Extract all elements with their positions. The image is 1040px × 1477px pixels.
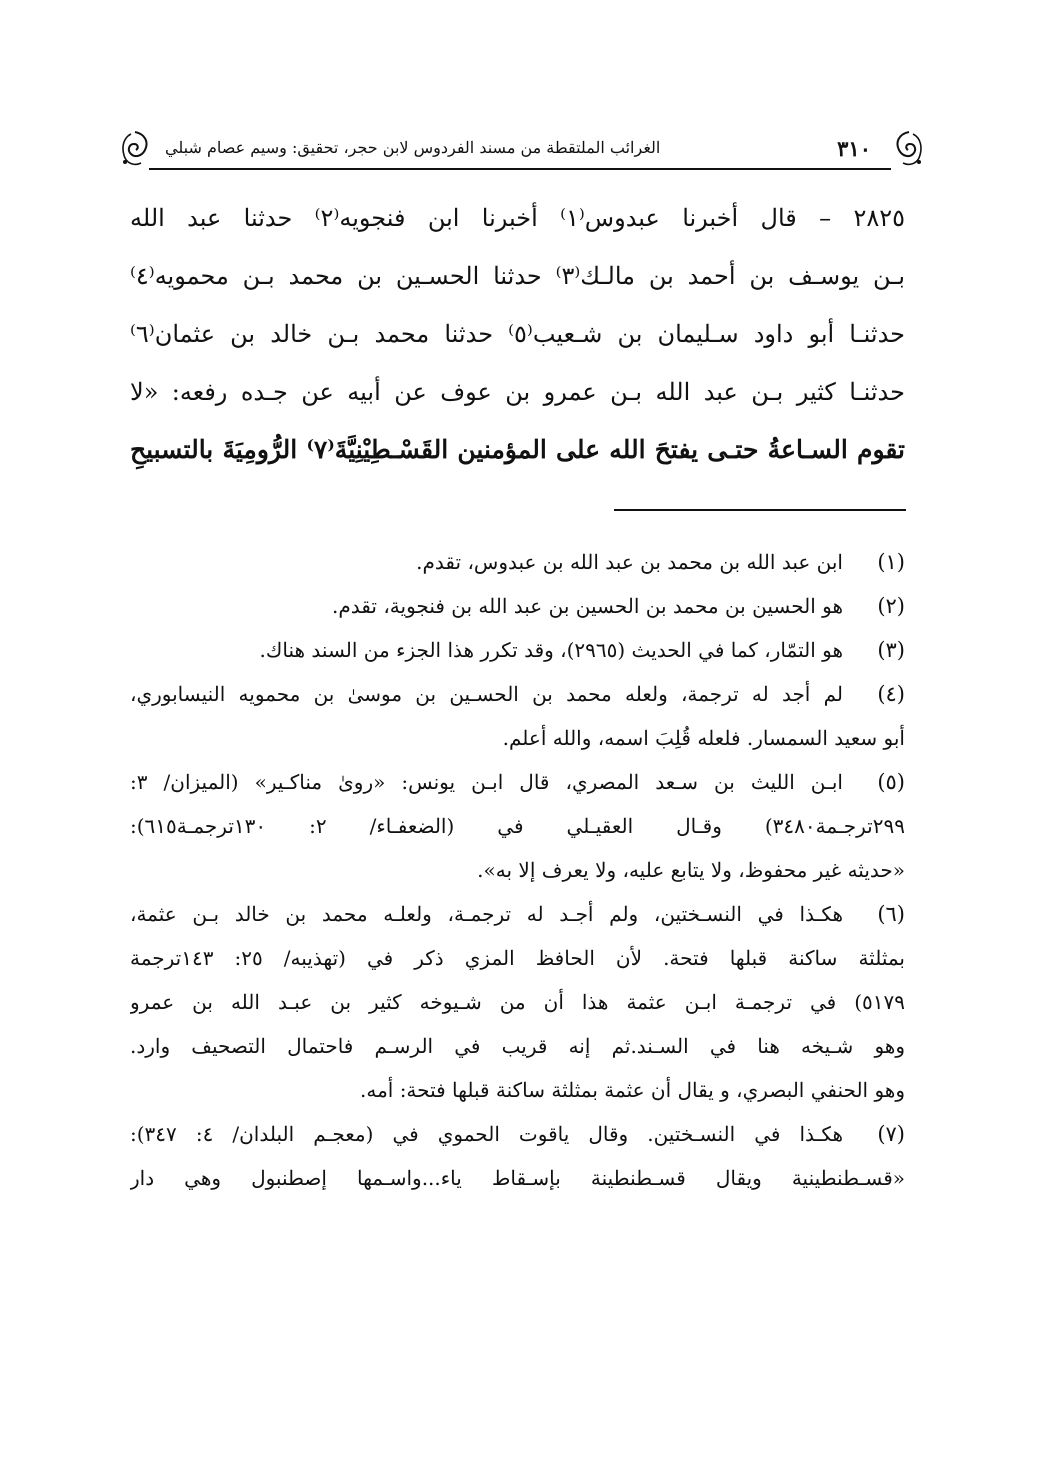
footnote-line: «قسـطنطينية ويقال قسـطنطينة بإسـقاط ياء...واسـمها إصطنبول وهي دار	[130, 1166, 905, 1190]
hadith-text	[130, 195, 905, 485]
running-title: الغرائب الملتقطة من مسند الفردوس لابن حجر، تحقيق: وسيم عصام شبلي	[165, 138, 661, 157]
footnote-number: (٧)	[877, 1122, 905, 1146]
footnote-line: ٢٩٩ترجـمة٣٤٨٠) وقـال العقيـلي في (الضعفـاء/ ٢: ١٣٠ترجمـة٦١٥):	[130, 814, 905, 838]
ornament-icon	[117, 128, 153, 168]
footnote	[130, 628, 905, 672]
footnote-number: (٦)	[877, 902, 905, 926]
footnote	[130, 760, 905, 892]
footnote-line: ٥١٧٩) في ترجمـة ابـن عثمة هذا أن من شـيوخه كثير بن عبـد الله بن عمرو	[130, 990, 905, 1014]
footnote	[130, 672, 905, 760]
page-number: ٣١٠	[837, 136, 871, 161]
footnote-line: وهو شـيخه هنا في السـند.ثم إنه قريب في الرسـم فاحتمال التصحيف وارد.	[130, 1034, 905, 1058]
footnote-number: (٥)	[877, 770, 905, 794]
header-rule	[149, 168, 891, 170]
footnote-line: ابن عبد الله بن محمد بن عبد الله بن عبدوس، تقدم.	[416, 550, 843, 574]
footnote-line: هو الحسين بن محمد بن الحسين بن عبد الله بن فنجوية، تقدم.	[332, 594, 843, 618]
hadith-line: حدثنـا أبو داود سـليمان بن شـعيب⁽٥⁾ حدثنا محمد بـن خالد بن عثمان⁽٦⁾	[130, 320, 905, 348]
ornament-icon	[891, 128, 927, 168]
footnote-line: بمثلثة ساكنة قبلها فتحة. لأن الحافظ المزي ذكر في (تهذيبه/ ٢٥: ١٤٣ترجمة	[130, 946, 905, 970]
footnote-line: وهو الحنفي البصري، و يقال أن عثمة بمثلثة ساكنة قبلها فتحة: أمه.	[359, 1078, 905, 1102]
hadith-line: بـن يوسـف بن أحمد بن مالـك⁽٣⁾ حدثنا الحسـين بن محمد بـن محمويه⁽٤⁾	[130, 262, 905, 290]
footnote	[130, 584, 905, 628]
footnote-line: أبو سعيد السمسار. فلعله قُلِبَ اسمه، والله أعلم.	[502, 726, 905, 750]
footnote	[130, 540, 905, 584]
footnotes	[130, 540, 905, 1200]
hadith-line: تقوم السـاعةُ حتـى يفتحَ الله على المؤمنين القَسْـطِيْنِيَّةَ⁽٧⁾ الرُّومِيَةَ بالتسبيحِ	[130, 435, 905, 464]
footnote-line: هو التمّار، كما في الحديث (٢٩٦٥)، وقد تكرر هذا الجزء من السند هناك.	[259, 638, 843, 662]
footnote	[130, 1112, 905, 1200]
footnote-number: (٢)	[877, 594, 905, 618]
footnote	[130, 892, 905, 1112]
footnote-line: لم أجد له ترجمة، ولعله محمد بن الحسـين بن موسىٰ بن محمويه النيسابوري،	[130, 682, 843, 706]
footnote-line: هكـذا في النسـختين، ولم أجـد له ترجمـة، ولعلـه محمد بن خالد بـن عثمة،	[130, 902, 843, 926]
hadith-line: حدثنـا كثير بـن عبد الله بـن عمرو بن عوف عن أبيه عن جـده رفعه: «لا	[130, 378, 905, 406]
hadith-line: ٢٨٢٥ – قال أخبرنا عبدوس⁽١⁾ أخبرنا ابن فنجويه⁽٢⁾ حدثنا عبد الله	[130, 204, 905, 232]
running-header	[125, 128, 915, 172]
footnote-number: (١)	[877, 550, 905, 574]
footnote-line: «حديثه غير محفوظ، ولا يتابع عليه، ولا يعرف إلا به».	[477, 858, 905, 882]
footnote-line: هكـذا في النسـختين. وقال ياقوت الحموي في (معجـم البلدان/ ٤: ٣٤٧):	[130, 1122, 843, 1146]
footnote-line: ابـن الليث بن سـعد المصري، قال ابـن يونس: «روىٰ مناكـير» (الميزان/ ٣:	[130, 770, 843, 794]
footnote-number: (٤)	[877, 682, 905, 706]
footnote-number: (٣)	[877, 638, 905, 662]
footnote-separator	[614, 509, 906, 511]
